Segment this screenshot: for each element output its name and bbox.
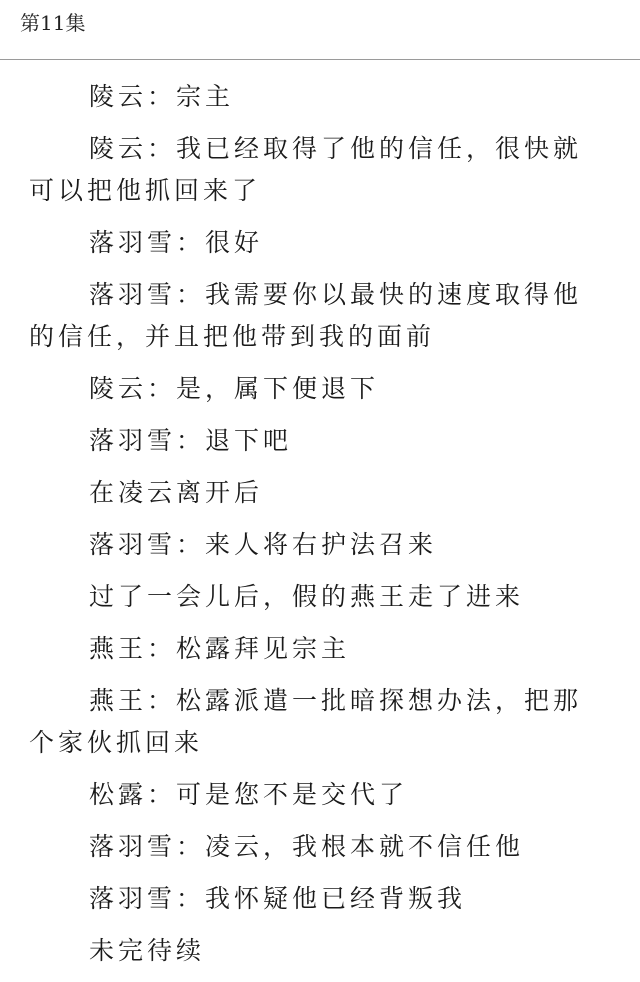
script-line: 陵云：宗主 (89, 82, 235, 111)
script-line: 过了一会儿后，假的燕王走了进来 (89, 582, 525, 611)
script-line: 落羽雪：我怀疑他已经背叛我 (89, 884, 467, 913)
script-line: 陵云：是，属下便退下 (89, 374, 380, 403)
script-line: 松露：可是您不是交代了 (89, 780, 409, 809)
script-line: 燕王：松露派遣一批暗探想办法，把那个家伙抓回来 (29, 686, 583, 757)
header-bar (0, 0, 640, 60)
script-line: 落羽雪：来人将右护法召来 (89, 530, 438, 559)
script-line: 落羽雪：我需要你以最快的速度取得他的信任，并且把他带到我的面前 (29, 280, 583, 351)
script-line: 燕王：松露拜见宗主 (89, 634, 351, 663)
script-line: 落羽雪：凌云，我根本就不信任他 (89, 832, 525, 861)
script-content (29, 76, 607, 982)
script-line: 陵云：我已经取得了他的信任，很快就可以把他抓回来了 (29, 134, 583, 205)
script-line: 落羽雪：很好 (89, 228, 264, 257)
script-line: 未完待续 (89, 936, 206, 965)
script-line: 落羽雪：退下吧 (89, 426, 293, 455)
script-line: 在凌云离开后 (89, 478, 264, 507)
episode-title: 第11集 (20, 11, 86, 35)
